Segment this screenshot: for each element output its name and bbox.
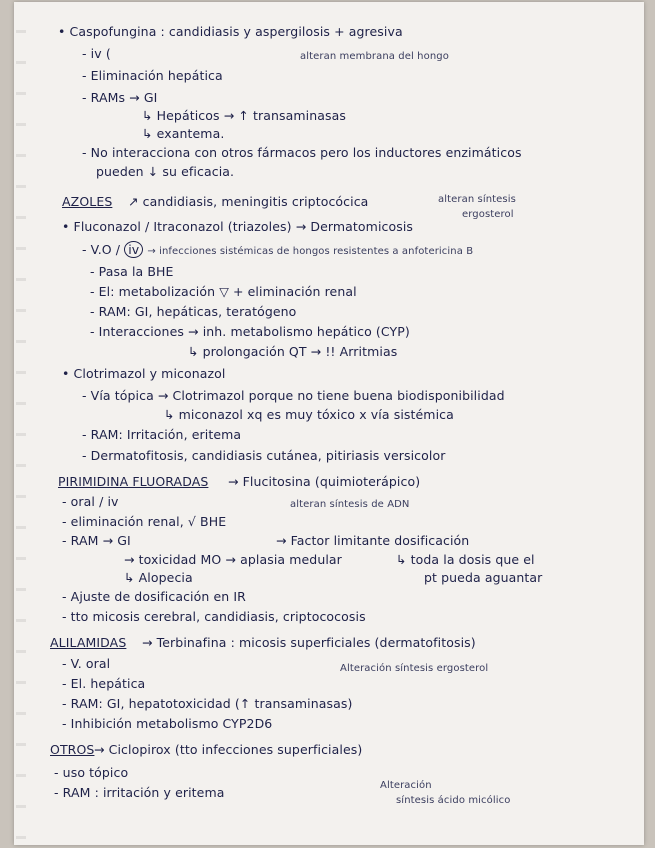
caspofungina-line: • Caspofungina : candidiasis y aspergilosis + agresiva: [58, 24, 403, 39]
notebook-page: [14, 2, 644, 845]
note-line: - RAMs → GI: [82, 90, 158, 105]
margin-note: ergosterol: [462, 209, 514, 220]
section-heading-alilamidas: ALILAMIDAS: [50, 635, 127, 650]
note-line: - El: metabolización ▽ + eliminación renal: [90, 284, 357, 299]
note-line: - RAM : irritación y eritema: [54, 785, 225, 800]
note-line: - Dermatofitosis, candidiasis cutánea, pitiriasis versicolor: [82, 448, 446, 463]
note-line: - RAM: GI, hepáticas, teratógeno: [90, 304, 297, 319]
note-line: - oral / iv: [62, 494, 119, 509]
note-line: ↳ Alopecia: [124, 570, 193, 585]
note-line: ↗ candidiasis, meningitis criptocócica: [128, 194, 369, 209]
note-line: - RAM: GI, hepatotoxicidad (↑ transaminasas): [62, 696, 353, 711]
note-line: ↳ exantema.: [142, 126, 225, 141]
note-line: - uso tópico: [54, 765, 129, 780]
section-heading-pirimidina: PIRIMIDINA FLUORADAS: [58, 474, 209, 489]
margin-note: síntesis ácido micólico: [396, 795, 511, 806]
margin-note: alteran síntesis de ADN: [290, 499, 410, 510]
note-line: - eliminación renal, √ BHE: [62, 514, 227, 529]
note-line: ↳ prolongación QT → !! Arritmias: [188, 344, 398, 359]
note-line: - iv (: [82, 46, 111, 61]
circled-text: iv: [124, 241, 143, 258]
margin-note: alteran síntesis: [438, 194, 516, 205]
section-heading-otros: OTROS: [50, 742, 95, 757]
note-line: - Inhibición metabolismo CYP2D6: [62, 716, 273, 731]
note-line: - Ajuste de dosificación en IR: [62, 589, 246, 604]
section-heading-azoles: AZOLES: [62, 194, 113, 209]
note-line: → Flucitosina (quimioterápico): [228, 474, 421, 489]
note-line: pt pueda aguantar: [424, 570, 543, 585]
note-line: [82, 242, 473, 257]
note-line: ↳ toda la dosis que el: [396, 552, 535, 567]
note-line: ↳ miconazol xq es muy tóxico x vía sistémica: [164, 407, 454, 422]
note-line: pueden ↓ su eficacia.: [96, 164, 235, 179]
note-line: → Ciclopirox (tto infecciones superficiales): [94, 742, 363, 757]
note-line: ↳ Hepáticos → ↑ transaminasas: [142, 108, 347, 123]
page-margin: [16, 2, 26, 845]
note-line: → Terbinafina : micosis superficiales (dermatofitosis): [142, 635, 476, 650]
margin-note: Alteración: [380, 780, 432, 791]
note-line: → toxicidad MO → aplasia medular: [124, 552, 342, 567]
note-line: - Pasa la BHE: [90, 264, 174, 279]
note-line: • Clotrimazol y miconazol: [62, 366, 226, 381]
note-line: - El. hepática: [62, 676, 146, 691]
note-line: - Interacciones → inh. metabolismo hepático (CYP): [90, 324, 410, 339]
note-line: - tto micosis cerebral, candidiasis, criptococosis: [62, 609, 366, 624]
margin-note: alteran membrana del hongo: [300, 51, 449, 62]
note-line: → Factor limitante dosificación: [276, 533, 470, 548]
note-line: • Fluconazol / Itraconazol (triazoles) → Dermatomicosis: [62, 219, 414, 234]
note-line: - V. oral: [62, 656, 111, 671]
note-line: - No interacciona con otros fármacos pero los inductores enzimáticos: [82, 145, 522, 160]
note-line: - Vía tópica → Clotrimazol porque no tiene buena biodisponibilidad: [82, 388, 505, 403]
note-line: - Eliminación hepática: [82, 68, 223, 83]
note-text: - V.O /: [82, 242, 121, 257]
note-line: - RAM: Irritación, eritema: [82, 427, 242, 442]
margin-note: Alteración síntesis ergosterol: [340, 663, 489, 674]
note-text: → infecciones sistémicas de hongos resistentes a anfotericina B: [147, 246, 474, 257]
note-line: - RAM → GI: [62, 533, 131, 548]
